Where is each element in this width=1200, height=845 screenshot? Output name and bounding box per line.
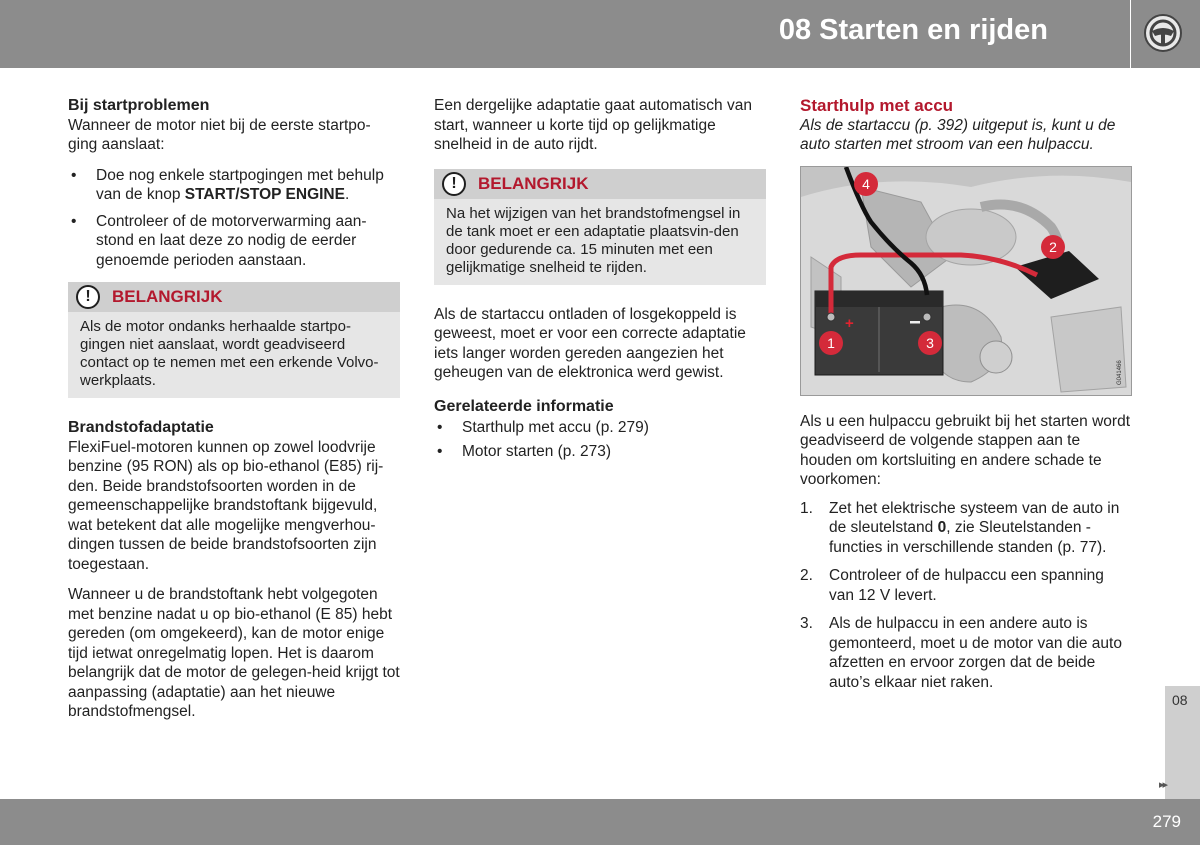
chapter-tab-label: 08 [1172, 692, 1188, 708]
step-text: Als de hulpaccu in een andere auto is gemonteerd, moet u de motor van die auto afzetten en ervoor zorgen dat de beide auto’s elkaar niet raken. [829, 615, 1122, 691]
related-link-starthulp[interactable] [434, 418, 766, 438]
chapter-title: 08 Starten en rijden [778, 14, 1048, 46]
footer-bar [0, 799, 1200, 845]
figure-code: G041466 [1117, 359, 1123, 385]
warning-icon: ! [442, 172, 466, 196]
bullet-text-end: . [344, 186, 350, 203]
related-list [434, 418, 766, 461]
list-item [68, 166, 400, 205]
step-number: 2. [800, 567, 813, 584]
bullet-icon: • [437, 419, 443, 436]
column-middle [434, 96, 766, 473]
brandstof-paragraph-2: Wanneer u de brandstoftank hebt volgegoten met benzine nadat u op bio-ethanol (E 85) hebt gereden (om omgekeerd), kan de motor enige tijd ietwat onregelmatig lopen. Het is daarom belangrijk dat de motor de gelegen-heid krijgt tot aanpassing (adaptatie) aan het nieuwe brandstofmengsel. [68, 586, 400, 720]
engine-bay-illustration [800, 166, 1132, 396]
startproblemen-list [68, 166, 400, 271]
step-number: 1. [800, 499, 813, 517]
chapter-header-bar [0, 0, 1130, 68]
steering-wheel-icon [1143, 13, 1183, 53]
important-title: BELANGRIJK [478, 173, 589, 193]
step-text: Zet het elektrische systeem van de auto in de sleutelstand [829, 499, 1120, 536]
step-text: Controleer of de hulpaccu een spanning van 12 V levert. [829, 567, 1104, 604]
start-stop-label: START/STOP ENGINE [184, 186, 345, 203]
step-text-end: , zie Sleutelstanden - functies in verschillende standen (p. 77). [829, 519, 1107, 556]
important-header [68, 282, 400, 312]
bullet-icon: • [71, 212, 77, 230]
callout-label-3: 3 [926, 334, 934, 351]
step-item [800, 614, 1132, 692]
important-body: Na het wijzigen van het brandstofmengsel in de tank moet er een adaptatie plaatsvin-den door gedurende ca. 15 minuten met een gelijkmatige snelheid te rijden. [446, 204, 741, 276]
step-number: 3. [800, 615, 813, 632]
jump-start-diagram [801, 167, 1131, 395]
heading-gerelateerde-informatie: Gerelateerde informatie [434, 397, 614, 415]
startproblemen-intro: Wanneer de motor niet bij de eerste startpo- ging aanslaat: [68, 116, 371, 153]
continue-arrows-icon: ▸▸ [1159, 779, 1167, 791]
brandstof-paragraph-1: FlexiFuel-motoren kunnen op zowel loodvrije benzine (95 RON) als op bio-ethanol (E85) rij-den. Beide brandstofsoorten worden in de gemeenschappelijke brandstoftank bijgevuld, wat betekent dat alle mogelijke mengverhou-dingen tussen de beide brandstofsoorten zijn toegestaan. [68, 438, 384, 573]
related-link-text[interactable]: Starthulp met accu (p. 279) [462, 419, 649, 436]
accu-paragraph: Als de startaccu ontladen of losgekoppeld is geweest, moet er voor een correcte adaptatie iets langer worden gereden aangezien het geheugen van de elektronica werd gewist. [434, 305, 746, 381]
related-link-text[interactable]: Motor starten (p. 273) [462, 442, 612, 460]
starthulp-paragraph: Als u een hulpaccu gebruikt bij het starten wordt geadviseerd de volgende stappen aan te houden om kortsluiting en andere schade te voorkomen: [800, 412, 1130, 488]
bullet-text: Controleer of de motorverwarming aan-stond en laat deze zo nodig de eerder genoemde perioden aanstaan. [96, 212, 367, 269]
heading-starthulp: Starthulp met accu [800, 96, 954, 115]
svg-text:+: + [845, 314, 854, 332]
bullet-icon: • [71, 166, 77, 184]
callout-label-4: 4 [862, 175, 870, 192]
important-box [434, 169, 766, 285]
list-item [68, 212, 400, 271]
starthulp-steps [800, 499, 1132, 693]
key-position-value: 0 [937, 519, 947, 536]
important-header [434, 169, 766, 199]
heading-brandstofadaptatie: Brandstofadaptatie [68, 419, 214, 436]
bullet-icon: • [437, 442, 443, 460]
starthulp-intro: Als de startaccu (p. 392) uitgeput is, kunt u de auto starten met stroom van een hulpaccu. [800, 116, 1116, 153]
warning-icon: ! [76, 285, 100, 309]
bullet-text: Doe nog enkele startpogingen met behulp van de knop [96, 166, 384, 203]
step-item [800, 499, 1132, 558]
heading-startproblemen: Bij startproblemen [68, 97, 210, 114]
column-right [800, 96, 1132, 701]
callout-label-2: 2 [1049, 238, 1057, 255]
adaptatie-paragraph: Een dergelijke adaptatie gaat automatisch van start, wanneer u korte tijd op gelijkmatige snelheid in de auto rijdt. [434, 97, 752, 153]
related-link-motor-starten[interactable] [434, 442, 766, 462]
important-body: Als de motor ondanks herhaalde startpo-gingen niet aanslaat, wordt geadviseerd contact op te nemen met een erkende Volvo-werkplaats. [80, 318, 379, 389]
column-left [68, 96, 400, 733]
callout-label-1: 1 [827, 334, 835, 351]
page-number: 279 [1152, 812, 1181, 831]
important-box [68, 282, 400, 398]
step-item [800, 566, 1132, 605]
important-title: BELANGRIJK [112, 287, 223, 307]
